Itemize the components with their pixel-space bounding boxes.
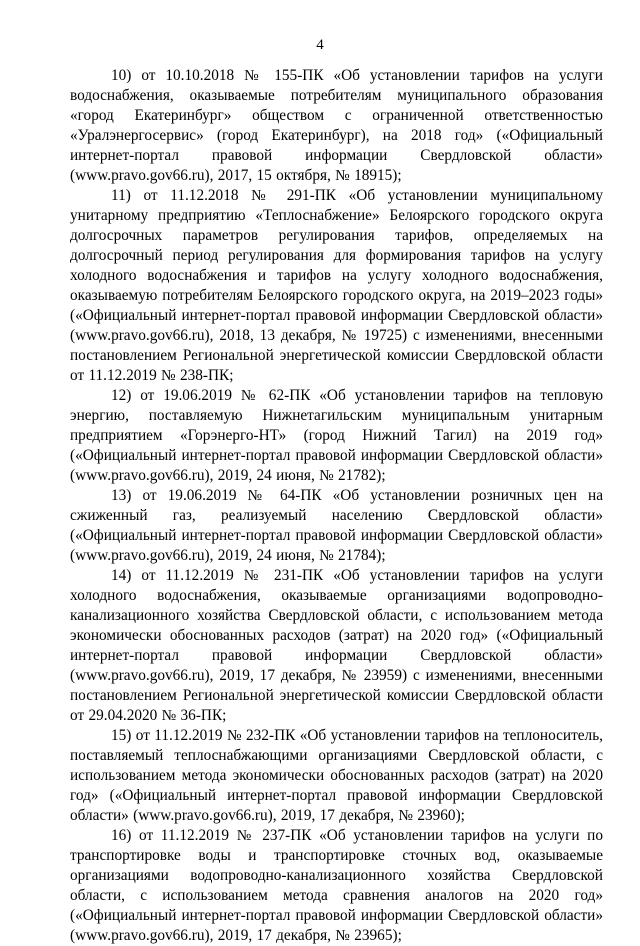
list-item-10: 10) от 10.10.2018 № 155-ПК «Об установлении тарифов на услуги водоснабжения, оказываемые потребителям муниципального образования «город Екатеринбург» обществом с ограниченной ответственностью «Уралэнергосервис» (город Екатеринбург), на 2018 год» («Официальный интернет-портал правовой информации Свердловской области» (www.pravo.gov66.ru), 2017, 15 октября, № 18915); (70, 67, 603, 184)
document-body (70, 66, 603, 946)
list-item-16: 16) от 11.12.2019 № 237-ПК «Об установлении тарифов на услуги по транспортировке воды и транспортировке сточных вод, оказываемые организациями водопроводно-канализационного хозяйства Свердловской области, с использованием метода сравнения аналогов на 2020 год» («Официальный интернет-портал правовой информации Свердловской области» (www.pravo.gov66.ru), 2019, 17 декабря, № 23965); (70, 827, 603, 944)
list-item-13: 13) от 19.06.2019 № 64-ПК «Об установлении розничных цен на сжиженный газ, реализуемый населению Свердловской области» («Официальный интернет-портал правовой информации Свердловской области» (www.pravo.gov66.ru), 2019, 24 июня, № 21784); (70, 487, 603, 564)
list-item-12: 12) от 19.06.2019 № 62-ПК «Об установлении тарифов на тепловую энергию, поставляемую Нижнетагильским муниципальным унитарным предприятием «Горэнерго-НТ» (город Нижний Тагил) на 2019 год» («Официальный интернет-портал правовой информации Свердловской области» (www.pravo.gov66.ru), 2019, 24 июня, № 21782); (70, 387, 603, 484)
page-number: 4 (316, 37, 324, 53)
list-item-15: 15) от 11.12.2019 № 232-ПК «Об установлении тарифов на теплоноситель, поставляемый теплоснабжающими организациями Свердловской области, с использованием метода экономически обоснованных расходов (затрат) на 2020 год» («Официальный интернет-портал правовой информации Свердловской области» (www.pravo.gov66.ru), 2019, 17 декабря, № 23960); (70, 727, 603, 824)
list-item-14: 14) от 11.12.2019 № 231-ПК «Об установлении тарифов на услуги холодного водоснабжения, оказываемые организациями водопроводно-канализационного хозяйства Свердловской области, с использованием метода экономически обоснованных расходов (затрат) на 2020 год» («Официальный интернет-портал правовой информации Свердловской области» (www.pravo.gov66.ru), 2019, 17 декабря, № 23959) с изменениями, внесенными постановлением Региональной энергетической комиссии Свердловской области от 29.04.2020 № 36-ПК; (70, 567, 603, 724)
list-item-11: 11) от 11.12.2018 № 291-ПК «Об установлении муниципальному унитарному предприятию «Теплоснабжение» Белоярского городского округа долгосрочных параметров регулирования тарифов, определяемых на долгосрочный период регулирования для формирования тарифов на услугу холодного водоснабжения и тарифов на услугу холодного водоснабжения, оказываемую потребителям Белоярского городского округа, на 2019–2023 годы» («Официальный интернет-портал правовой информации Свердловской области» (www.pravo.gov66.ru), 2018, 13 декабря, № 19725) с изменениями, внесенными постановлением Региональной энергетической комиссии Свердловской области от 11.12.2019 № 238-ПК; (70, 187, 603, 384)
